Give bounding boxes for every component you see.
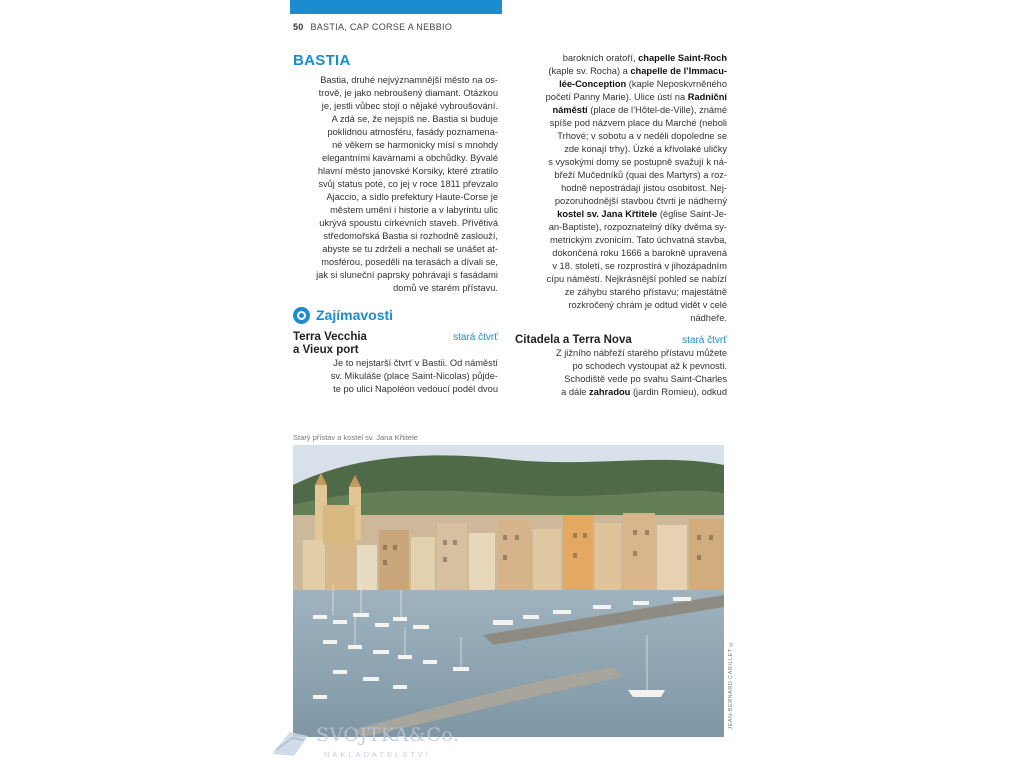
text-line: domů ve starém přístavu. [393,283,498,293]
text-line: elegantními kavárnami a obchůdky. Bývalé [321,153,498,163]
text-span: a dále [561,387,590,397]
text-line: Ajaccio, a sídlo prefektury Haute-Corse je [326,192,498,202]
text-line [515,78,727,91]
photo-credit: JEAN-BERNARD CARILLET © [728,640,734,730]
publisher-logo-icon [268,726,312,758]
text-line: trově, je jako nebroušený diamant. Otázkou [318,88,498,98]
publisher-watermark [268,720,460,766]
text-line [515,65,727,78]
text-line: poklidnou atmosféru, fasády poznamena- [327,127,498,137]
continued-text [515,52,727,325]
running-header [293,22,452,32]
text-line [515,91,727,104]
harbor-illustration [293,445,724,737]
text-line: hodně nepostrádají jistou osobitost. Nej- [561,183,727,193]
text-line: spíše pod názvem place du Marché (neboli [549,118,727,128]
intro-text [293,74,498,295]
text-line: cípu náměstí. Nejkrásnější pohled se nabízí [546,274,727,284]
place-name: náměstí [552,105,588,115]
text-line: an-Baptiste), rozpoznatelný díky dvěma sy- [548,222,727,232]
text-line: Trhové; v sobotu a v neděli dopoledne se [557,131,727,141]
entry-title: Citadela a Terra Nova [515,334,632,346]
text-line: sv. Mikuláše (place Saint-Nicolas) půjde- [330,371,498,381]
sights-label: Zajímavosti [316,306,394,323]
text-line: v 18. století, se rozprostírá v jihozápadním [552,261,727,271]
text-line: Z jižního nábřeží starého přístavu můžete [555,348,727,358]
photo-caption: Starý přístav a kostel sv. Jana Křtitele [293,433,418,442]
text-line: né věkem se harmonicky mísí s mnohdy [332,140,498,150]
section-title: BASTIA [293,52,351,69]
harbor-photo [293,445,724,737]
text-line: pozoruhodnější stavbou čtvrti je nádherný [554,196,727,206]
text-line: zde konají trhy). Úzké a křivolaké uličky [564,144,727,154]
text-line: abyste se tu zdrželi a nechali se unášet at- [322,244,498,254]
place-name: lée-Conception [559,79,627,89]
watermark-subtitle: NAKLADATELSTVÍ [324,750,431,759]
running-title: BASTIA, CAP CORSE A NEBBIO [310,22,453,32]
text-line: Je to nejstarší čtvrť v Bastii. Od náměstí [333,358,498,368]
text-line: svůj status poté, co jej v roce 1811 převzalo [318,179,498,189]
text-line [515,52,727,65]
text-line: břeží Mučedníků (quai des Martyrs) a roz- [554,170,727,180]
entry-title [293,331,367,357]
text-line: te po ulici Napoléon vedoucí podél dvou [333,384,498,394]
text-line: ze záhybu starého přístavu; majestátně [564,287,727,297]
entry-tag: stará čtvrť [453,332,498,343]
text-span: (jardin Romieu), odkud [630,387,727,397]
left-column [293,52,498,396]
text-line: A zdá se, že nejspíš ne. Bastia si buduje [331,114,498,124]
entry-title-line: Terra Vecchia [293,331,367,343]
text-line: hlavní město janovské Korsiky, které ztratilo [317,166,498,176]
text-line: s vysokými domy se postupně svažují k ná- [548,157,727,167]
text-line: metrickým zvonicím. Tato úchvatná stavba, [549,235,727,245]
entry-header [515,334,727,347]
entry-header [293,331,498,357]
eye-icon [293,307,310,324]
text-line: středomořská Bastia si rozhodně zaslouží, [323,231,498,241]
text-line: dokončená roku 1666 a barokně upravená [552,248,727,258]
entry-text [515,347,727,399]
place-name: zahradou [589,387,631,397]
watermark-brand: SVOJTKA&Co. [316,724,460,746]
text-line [515,104,727,117]
entry-text [293,357,498,396]
text-span: (église Saint-Je- [657,209,727,219]
text-line: je, jestli vůbec stojí o nějaké vybroušování. [321,101,498,111]
entry-tag: stará čtvrť [682,335,727,346]
text-line: ukrývá spoustu církevních staveb. Přívětivá [319,218,498,228]
text-span: početí Panny Marie). Ulice ústí na [545,92,688,102]
text-span: (kaple Neposkvrněného [626,79,727,89]
text-line: Schodiště vede po svahu Saint-Charles [564,374,727,384]
text-line: Bastia, druhé nejvýznamnější město na os- [320,75,498,85]
page-number: 50 [293,22,304,32]
text-line: rozkročený chrám je odtud vidět v celé [568,300,727,310]
place-name: kostel sv. Jana Křtitele [557,209,658,219]
text-span: (place de l’Hôtel-de-Ville), známé [587,105,727,115]
top-accent-bar [290,0,502,14]
text-line [515,386,727,399]
text-line: po schodech vystoupat až k pevnosti. [572,361,727,371]
text-span: (kaple sv. Rocha) a [548,66,631,76]
entry-title-line: a Vieux port [293,344,359,356]
place-name: chapelle Saint-Roch [638,53,727,63]
text-line: jak si sluneční paprsky pohrávají s fasádami [316,270,498,280]
right-column [515,52,727,399]
text-span: barokních oratoří, [562,53,639,63]
text-line: mosférou, poseděli na terasách a dívali se, [321,257,498,267]
text-line [515,208,727,221]
sights-heading [293,305,498,325]
text-line: městem umění i historie a v labyrintu ulic [330,205,498,215]
place-name: Radniční [687,92,727,102]
text-line: nádheře. [690,313,727,323]
place-name: chapelle de l’Immacu- [630,66,727,76]
